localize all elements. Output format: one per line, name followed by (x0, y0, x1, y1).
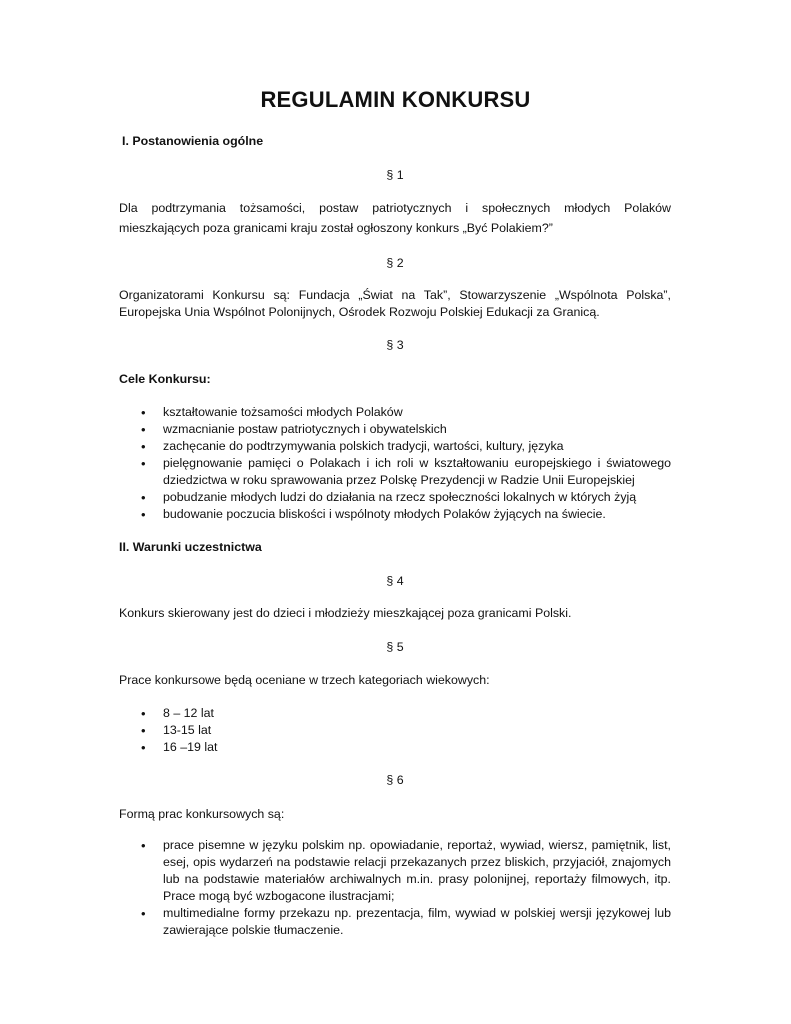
paragraph-1-text: Dla podtrzymania tożsamości, postaw patriotycznych i społecznych młodych Polaków mieszkających poza granicami kraju został ogłoszony konkurs „Być Polakiem?” (119, 201, 671, 235)
goals-list (119, 404, 671, 523)
age-groups-list (119, 705, 671, 756)
bullet-icon: • (141, 838, 146, 853)
bullet-icon: • (141, 906, 146, 921)
bullet-icon: • (141, 723, 146, 738)
goals-heading: Cele Konkursu: (119, 372, 211, 386)
list-item: • 8 – 12 lat (141, 706, 214, 721)
paragraph-sign-1: § 1 (386, 168, 404, 182)
bullet-icon: • (141, 422, 146, 437)
paragraph-sign-5: § 5 (386, 640, 404, 654)
paragraph-sign-2: § 2 (386, 256, 404, 270)
section-heading-conditions: II. Warunki uczestnictwa (119, 540, 262, 554)
paragraph-sign-3: § 3 (386, 338, 404, 352)
list-item: • budowanie poczucia bliskości i wspólnoty młodych Polaków żyjących na świecie. (141, 507, 606, 522)
paragraph-5-text: Prace konkursowe będą oceniane w trzech kategoriach wiekowych: (119, 673, 490, 687)
list-item: • wzmacnianie postaw patriotycznych i obywatelskich (141, 422, 447, 437)
bullet-icon: • (141, 405, 146, 420)
bullet-icon: • (141, 740, 146, 755)
forms-list (119, 837, 671, 939)
bullet-icon: • (141, 490, 146, 505)
bullet-icon: • (141, 456, 146, 471)
list-item: • 13-15 lat (141, 723, 212, 738)
list-item: • prace pisemne w języku polskim np. opowiadanie, reportaż, wywiad, wiersz, pamiętnik, list, esej, opis wydarzeń na podstawie relacji przekazanych przez bliskich, przyjaciół, znajomych lub na podstawie materiałów archiwalnych m.in. prasy polonijnej, reportaży filmowych, itp. Prace mogą być wzbogacone ilustracjami; (141, 838, 671, 903)
paragraph-6-text: Formą prac konkursowych są: (119, 807, 285, 821)
bullet-icon: • (141, 507, 146, 522)
list-item: • zachęcanie do podtrzymywania polskich tradycji, wartości, kultury, języka (141, 439, 564, 454)
paragraph-sign-4: § 4 (386, 574, 404, 588)
paragraph-sign-6: § 6 (386, 773, 404, 787)
list-item: • multimedialne formy przekazu np. prezentacja, film, wywiad w polskiej wersji językowej lub zawierające polskie tłumaczenie. (141, 906, 671, 937)
section-heading-general: I. Postanowienia ogólne (122, 134, 264, 148)
paragraph-4-text: Konkurs skierowany jest do dzieci i młodzieży mieszkającej poza granicami Polski. (119, 606, 572, 620)
bullet-icon: • (141, 706, 146, 721)
paragraph-2-text: Organizatorami Konkursu są: Fundacja „Świat na Tak”, Stowarzyszenie „Wspólnota Polska”, Europejska Unia Wspólnot Polonijnych, Ośrodek Rozwoju Polskiej Edukacji za Granicą. (119, 288, 671, 319)
list-item: • 16 –19 lat (141, 740, 218, 755)
list-item: • pobudzanie młodych ludzi do działania na rzecz społeczności lokalnych w których żyją (141, 490, 637, 505)
document-title: REGULAMIN KONKURSU (260, 87, 531, 112)
list-item: • pielęgnowanie pamięci o Polakach i ich roli w kształtowaniu europejskiego i światowego dziedzictwa w roku sprawowania przez Polskę Prezydencji w Radzie Unii Europejskiej (141, 456, 671, 487)
list-item: • kształtowanie tożsamości młodych Polaków (141, 405, 403, 420)
bullet-icon: • (141, 439, 146, 454)
